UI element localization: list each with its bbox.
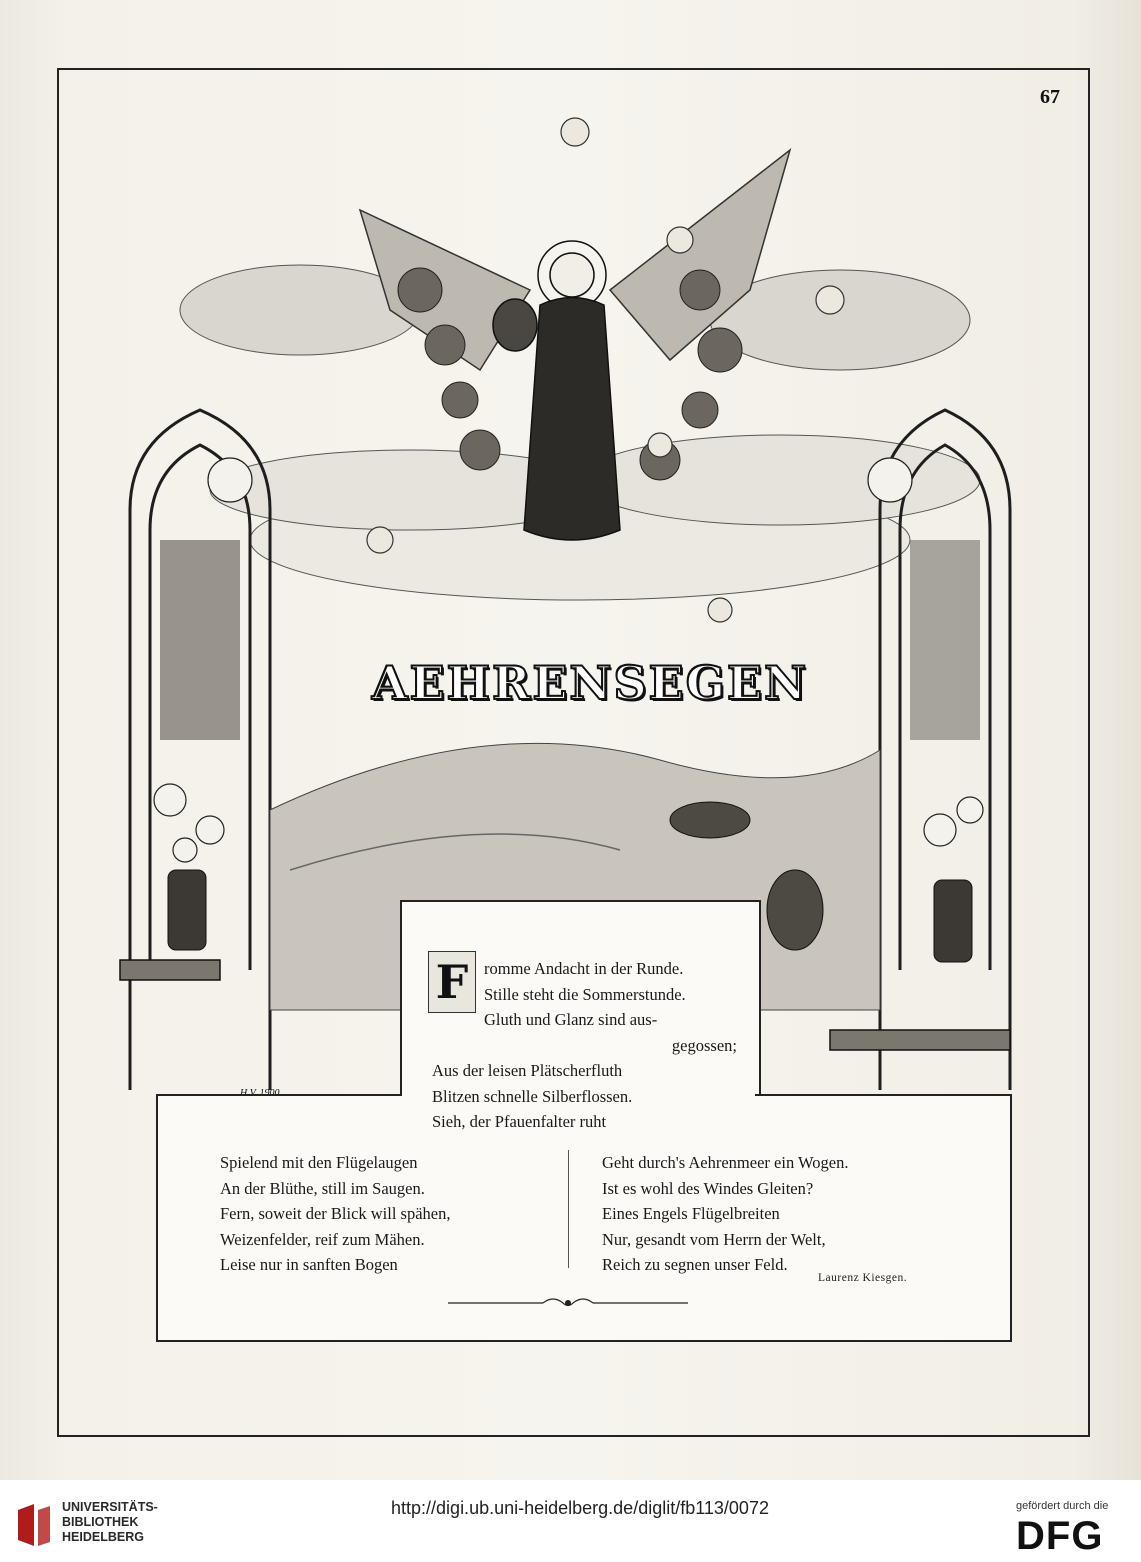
cherub bbox=[816, 286, 844, 314]
funding-caption: gefördert durch die bbox=[1016, 1500, 1109, 1512]
angel-robe bbox=[524, 298, 620, 541]
cloud-shape bbox=[580, 435, 980, 525]
left-ledge bbox=[120, 960, 220, 980]
verse-line: gegossen; bbox=[671, 1035, 737, 1055]
verse-line: Sieh, der Pfauenfalter ruht bbox=[432, 1112, 607, 1131]
verse-line: Reich zu segnen unser Feld. bbox=[602, 1255, 788, 1274]
verse-line: Stille steht die Sommerstunde. bbox=[484, 984, 686, 1004]
flower bbox=[154, 784, 186, 816]
verse-line: Gluth und Glanz sind aus- bbox=[484, 1010, 658, 1029]
flower bbox=[196, 816, 224, 844]
fruit bbox=[698, 328, 742, 372]
fruit bbox=[682, 392, 718, 428]
flower bbox=[957, 797, 983, 823]
jug bbox=[493, 299, 537, 351]
initial-letter: F bbox=[428, 951, 476, 1013]
fruit bbox=[442, 382, 478, 418]
flower bbox=[924, 814, 956, 846]
library-name-line: BIBLIOTHEK bbox=[62, 1515, 139, 1529]
verse-line: romme Andacht in der Runde. bbox=[484, 959, 684, 978]
flower bbox=[868, 458, 912, 502]
verse-line: Aus der leisen Plätscherfluth bbox=[432, 1061, 623, 1080]
verse-line: Eines Engels Flügelbreiten bbox=[602, 1204, 780, 1223]
cherub bbox=[561, 118, 589, 146]
leaping-deer bbox=[670, 802, 750, 838]
fruit bbox=[425, 325, 465, 365]
poem-author: Laurenz Kiesgen. bbox=[818, 1272, 908, 1284]
fruit bbox=[398, 268, 442, 312]
verse-line: Spielend mit den Flügelaugen bbox=[220, 1153, 418, 1172]
verse-line: Ist es wohl des Windes Gleiten? bbox=[602, 1178, 814, 1198]
fruit bbox=[680, 270, 720, 310]
fruit bbox=[460, 430, 500, 470]
standing-deer bbox=[767, 870, 823, 950]
cherub bbox=[667, 227, 693, 253]
left-window-lattice bbox=[160, 540, 240, 740]
verse-line: Fern, soweit der Blick will spähen, bbox=[220, 1204, 451, 1223]
verse-column-right bbox=[602, 1150, 942, 1278]
verse-column-left bbox=[220, 1150, 540, 1278]
verse-line: Nur, gesandt vom Herrn der Welt, bbox=[602, 1229, 826, 1249]
verse-line: Leise nur in sanften Bogen bbox=[220, 1255, 398, 1274]
right-window-lattice bbox=[910, 540, 980, 740]
angel-head bbox=[550, 253, 594, 297]
right-ledge bbox=[830, 1030, 1010, 1050]
verse-line: Blitzen schnelle Silberflossen. bbox=[432, 1086, 633, 1106]
cherub bbox=[708, 598, 732, 622]
flower bbox=[208, 458, 252, 502]
library-name-line: HEIDELBERG bbox=[62, 1530, 144, 1544]
right-vase bbox=[934, 880, 972, 962]
ornament-divider bbox=[448, 1292, 688, 1314]
poem-title: AEHRENSEGEN bbox=[371, 656, 809, 710]
university-library-logo bbox=[14, 1502, 54, 1548]
flower bbox=[173, 838, 197, 862]
verse-line: Weizenfelder, reif zum Mähen. bbox=[220, 1229, 425, 1249]
source-url-link[interactable]: http://digi.ub.uni-heidelberg.de/diglit/fb113/0072 bbox=[391, 1498, 769, 1518]
left-vase bbox=[168, 870, 206, 950]
verse-line: An der Blüthe, still im Saugen. bbox=[220, 1178, 425, 1198]
verse-line: Geht durch's Aehrenmeer ein Wogen. bbox=[602, 1153, 849, 1172]
library-name-line: UNIVERSITÄTS- bbox=[62, 1500, 158, 1514]
cherub bbox=[367, 527, 393, 553]
library-name bbox=[62, 1500, 158, 1545]
footer-bar bbox=[0, 1480, 1141, 1562]
dfg-logo: DFG bbox=[1016, 1514, 1104, 1558]
stanza-top bbox=[432, 956, 737, 1135]
page-number: 67 bbox=[1040, 86, 1060, 108]
column-divider bbox=[568, 1150, 569, 1268]
cherub bbox=[648, 433, 672, 457]
